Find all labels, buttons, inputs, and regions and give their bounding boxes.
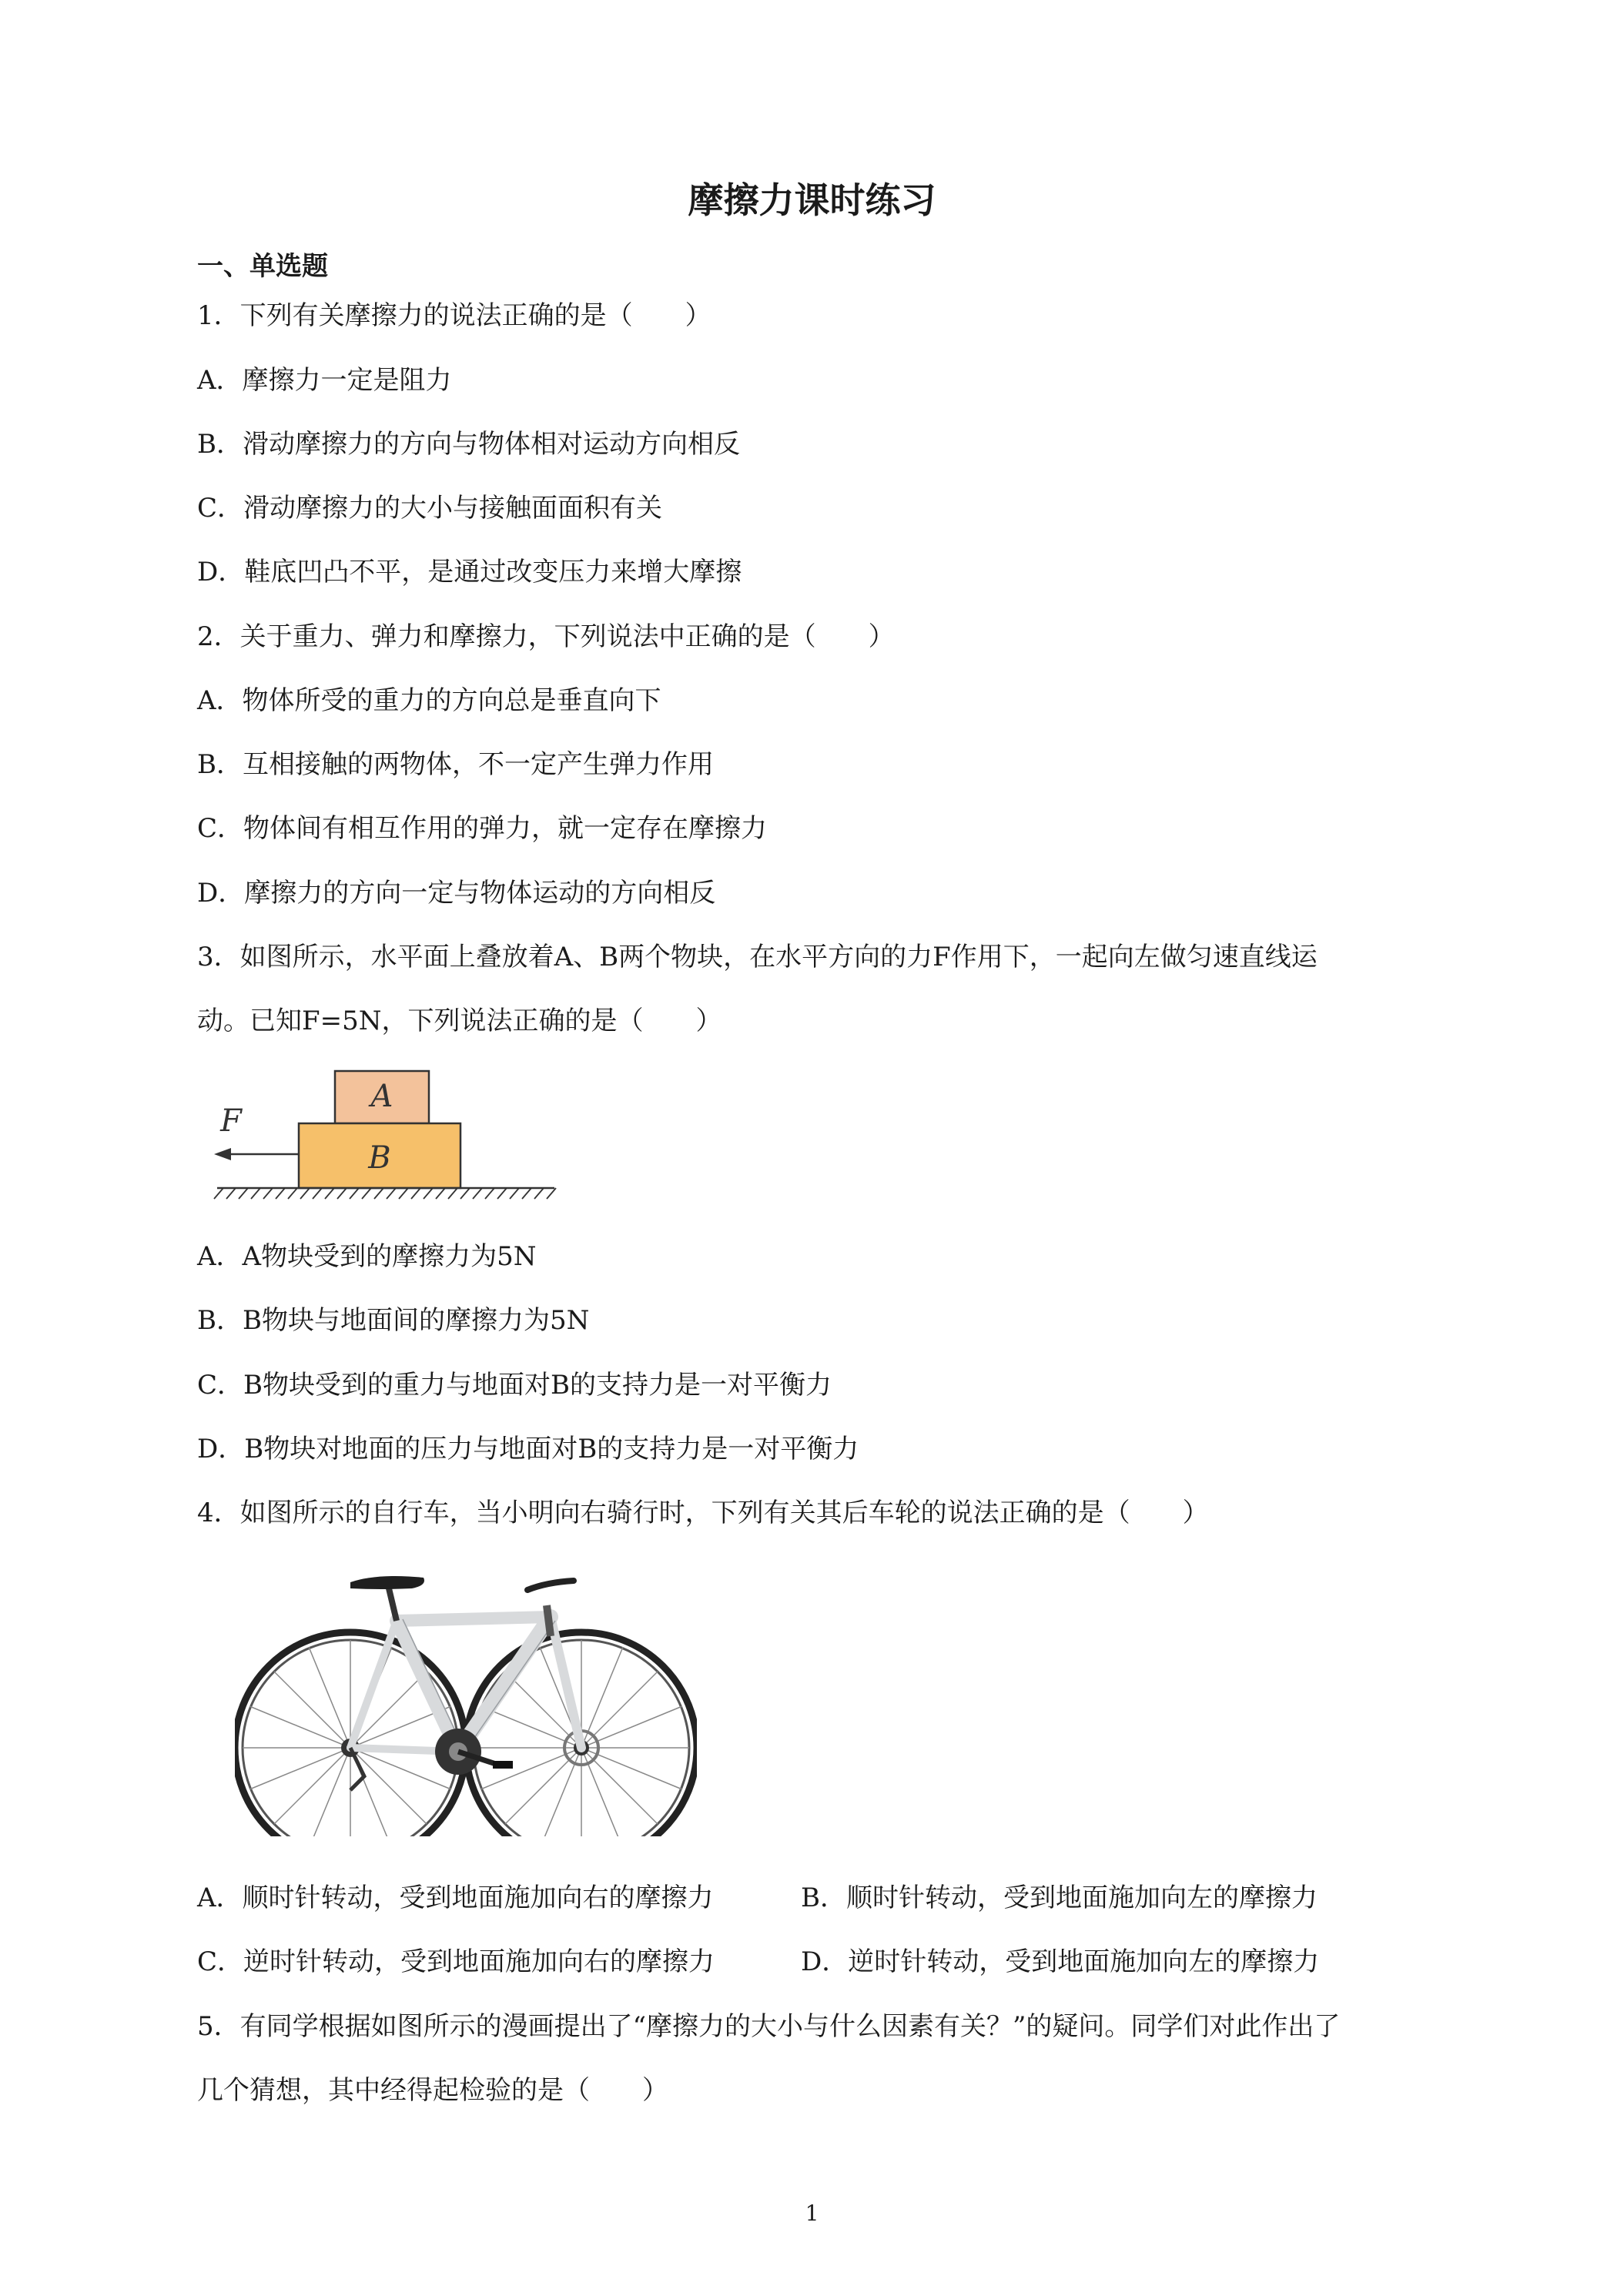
force-arrow-head — [214, 1148, 231, 1160]
label-b: B — [368, 1140, 391, 1176]
q3-option-c[interactable]: C．B物块受到的重力与地面对B的支持力是一对平衡力 — [197, 1370, 832, 1401]
blocks-figure — [208, 1066, 570, 1209]
q2-option-c[interactable]: C．物体间有相互作用的弹力，就一定存在摩擦力 — [197, 813, 768, 844]
q5-stem-line1: 5．有同学根据如图所示的漫画提出了“摩擦力的大小与什么因素有关？”的疑问。同学们对此作出了 — [197, 2011, 1341, 2042]
q2-option-d[interactable]: D．摩擦力的方向一定与物体运动的方向相反 — [197, 878, 716, 909]
q3-stem-line1: 3．如图所示，水平面上叠放着A、B两个物块，在水平方向的力F作用下，一起向左做匀速直线运 — [197, 942, 1318, 972]
q4-option-c[interactable]: C．逆时针转动，受到地面施加向右的摩擦力 — [197, 1946, 715, 1977]
q3-option-b[interactable]: B．B物块与地面间的摩擦力为5N — [197, 1305, 590, 1336]
saddle — [350, 1576, 424, 1589]
section-heading: 一、单选题 — [197, 251, 328, 282]
q5-stem-line2: 几个猜想，其中经得起检验的是（ ） — [197, 2075, 668, 2106]
q4-option-b[interactable]: B．顺时针转动，受到地面施加向左的摩擦力 — [801, 1883, 1318, 1913]
q1-option-b[interactable]: B．滑动摩擦力的方向与物体相对运动方向相反 — [197, 429, 740, 460]
q3-option-d[interactable]: D．B物块对地面的压力与地面对B的支持力是一对平衡力 — [197, 1434, 859, 1464]
label-f: F — [220, 1103, 242, 1139]
bicycle-figure — [235, 1559, 697, 1836]
seat-post — [389, 1588, 397, 1621]
page-number: 1 — [805, 2201, 819, 2226]
q1-option-d[interactable]: D．鞋底凹凸不平，是通过改变压力来增大摩擦 — [197, 557, 742, 587]
page-title: 摩擦力课时练习 — [688, 179, 936, 221]
q2-option-b[interactable]: B．互相接触的两物体，不一定产生弹力作用 — [197, 749, 714, 780]
q1-option-c[interactable]: C．滑动摩擦力的大小与接触面面积有关 — [197, 493, 663, 524]
stem — [547, 1605, 551, 1636]
q4-stem: 4．如图所示的自行车，当小明向右骑行时，下列有关其后车轮的说法正确的是（ ） — [197, 1498, 1209, 1528]
q3-stem-line2: 动。已知F=5N，下列说法正确的是（ ） — [197, 1006, 722, 1036]
pedal — [493, 1761, 513, 1769]
ground-hatch — [214, 1188, 556, 1199]
q4-option-d[interactable]: D．逆时针转动，受到地面施加向左的摩擦力 — [801, 1946, 1320, 1977]
rear-wheel — [235, 1632, 466, 1836]
q1-option-a[interactable]: A．摩擦力一定是阻力 — [197, 365, 452, 396]
q1-stem: 1．下列有关摩擦力的说法正确的是（ ） — [197, 300, 712, 331]
q3-option-a[interactable]: A．A物块受到的摩擦力为5N — [197, 1241, 537, 1272]
q4-option-a[interactable]: A．顺时针转动，受到地面施加向右的摩擦力 — [197, 1883, 714, 1913]
q2-option-a[interactable]: A．物体所受的重力的方向总是垂直向下 — [197, 685, 661, 716]
q2-stem: 2．关于重力、弹力和摩擦力，下列说法中正确的是（ ） — [197, 621, 895, 652]
label-a: A — [370, 1079, 393, 1114]
handlebar — [527, 1581, 574, 1590]
